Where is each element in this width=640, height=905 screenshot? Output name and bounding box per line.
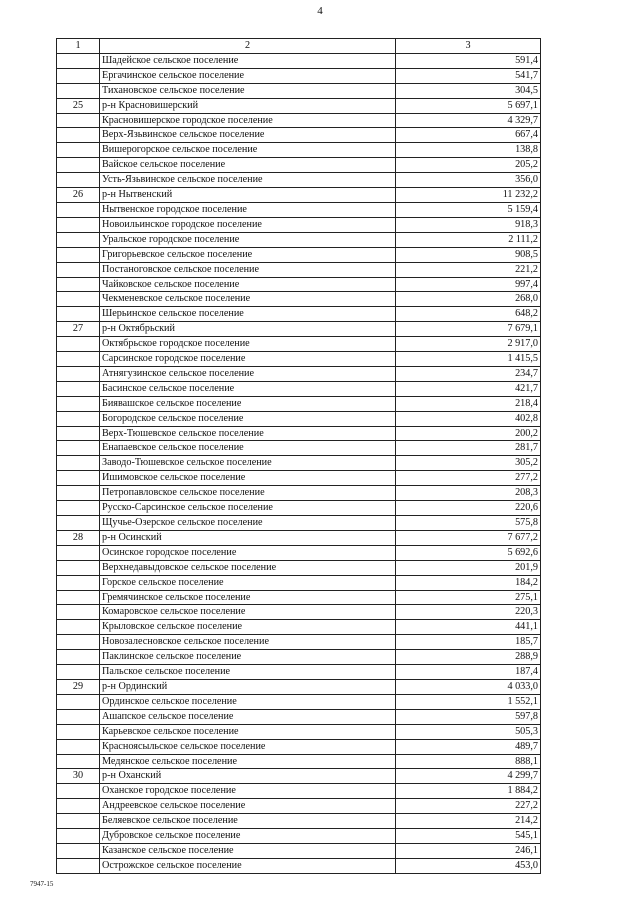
table-row	[57, 53, 541, 68]
row-number	[57, 232, 100, 247]
table-row	[57, 650, 541, 665]
row-number	[57, 650, 100, 665]
table-row	[57, 396, 541, 411]
page-number: 4	[317, 5, 323, 17]
row-name: р-н Октябрьский	[100, 322, 396, 337]
table-row	[57, 456, 541, 471]
row-value: 4 329,7	[396, 113, 541, 128]
row-number	[57, 694, 100, 709]
row-number: 28	[57, 530, 100, 545]
row-value: 918,3	[396, 217, 541, 232]
table-row	[57, 217, 541, 232]
table-row	[57, 620, 541, 635]
table-row	[57, 530, 541, 545]
row-number	[57, 307, 100, 322]
row-number	[57, 665, 100, 680]
row-name: Горское сельское поселение	[100, 575, 396, 590]
row-value: 305,2	[396, 456, 541, 471]
row-number	[57, 68, 100, 83]
table-row	[57, 516, 541, 531]
row-number	[57, 173, 100, 188]
row-number	[57, 501, 100, 516]
row-value: 1 552,1	[396, 694, 541, 709]
row-value: 489,7	[396, 739, 541, 754]
table-row	[57, 381, 541, 396]
row-number	[57, 784, 100, 799]
table-row	[57, 665, 541, 680]
row-name: Енапаевское сельское поселение	[100, 441, 396, 456]
table-row	[57, 843, 541, 858]
table-row	[57, 411, 541, 426]
row-name: Шерьинское сельское поселение	[100, 307, 396, 322]
row-name: Шадейское сельское поселение	[100, 53, 396, 68]
row-number	[57, 605, 100, 620]
row-value: 888,1	[396, 754, 541, 769]
table-row	[57, 799, 541, 814]
row-number	[57, 709, 100, 724]
row-name: Вишерогорское сельское поселение	[100, 143, 396, 158]
row-value: 505,3	[396, 724, 541, 739]
row-name: Паклинское сельское поселение	[100, 650, 396, 665]
table-row	[57, 352, 541, 367]
row-value: 184,2	[396, 575, 541, 590]
row-name: Тихановское сельское поселение	[100, 83, 396, 98]
table-row	[57, 173, 541, 188]
row-value: 220,6	[396, 501, 541, 516]
row-name: Богородское сельское поселение	[100, 411, 396, 426]
row-number	[57, 471, 100, 486]
row-name: Уральское городское поселение	[100, 232, 396, 247]
row-number	[57, 158, 100, 173]
row-value: 187,4	[396, 665, 541, 680]
row-name: Щучье-Озерское сельское поселение	[100, 516, 396, 531]
document-code: 7947-15	[30, 880, 54, 888]
row-value: 227,2	[396, 799, 541, 814]
row-number	[57, 396, 100, 411]
table-row	[57, 545, 541, 560]
row-value: 441,1	[396, 620, 541, 635]
row-value: 2 917,0	[396, 337, 541, 352]
table-row	[57, 68, 541, 83]
table-row	[57, 754, 541, 769]
row-number	[57, 590, 100, 605]
row-name: р-н Ординский	[100, 679, 396, 694]
table-body	[57, 53, 541, 873]
table-row	[57, 426, 541, 441]
row-name: Оханское городское поселение	[100, 784, 396, 799]
row-value: 667,4	[396, 128, 541, 143]
row-number	[57, 426, 100, 441]
table-row	[57, 322, 541, 337]
row-name: Атнягузинское сельское поселение	[100, 366, 396, 381]
table-row	[57, 679, 541, 694]
table-row	[57, 262, 541, 277]
row-number	[57, 202, 100, 217]
table-row	[57, 829, 541, 844]
row-value: 453,0	[396, 858, 541, 873]
row-name: Басинское сельское поселение	[100, 381, 396, 396]
row-name: Чекменевское сельское поселение	[100, 292, 396, 307]
row-value: 1 884,2	[396, 784, 541, 799]
row-value: 575,8	[396, 516, 541, 531]
row-name: Вайское сельское поселение	[100, 158, 396, 173]
row-value: 288,9	[396, 650, 541, 665]
row-name: Ашапское сельское поселение	[100, 709, 396, 724]
row-number	[57, 217, 100, 232]
row-name: р-н Осинский	[100, 530, 396, 545]
table-row	[57, 83, 541, 98]
row-name: Дубровское сельское поселение	[100, 829, 396, 844]
row-value: 11 232,2	[396, 188, 541, 203]
row-number	[57, 829, 100, 844]
table-row	[57, 575, 541, 590]
row-value: 4 299,7	[396, 769, 541, 784]
table-row	[57, 143, 541, 158]
row-value: 200,2	[396, 426, 541, 441]
row-value: 185,7	[396, 635, 541, 650]
row-name: Пальское сельское поселение	[100, 665, 396, 680]
row-value: 304,5	[396, 83, 541, 98]
row-value: 5 697,1	[396, 98, 541, 113]
row-name: Андреевское сельское поселение	[100, 799, 396, 814]
row-name: Комаровское сельское поселение	[100, 605, 396, 620]
table-row	[57, 858, 541, 873]
row-number	[57, 352, 100, 367]
row-name: Красноясыльское сельское поселение	[100, 739, 396, 754]
row-number	[57, 128, 100, 143]
row-value: 2 111,2	[396, 232, 541, 247]
table-row	[57, 635, 541, 650]
table-row	[57, 709, 541, 724]
row-number	[57, 545, 100, 560]
row-number	[57, 575, 100, 590]
table-header-row	[57, 39, 541, 54]
row-name: р-н Оханский	[100, 769, 396, 784]
table-row	[57, 188, 541, 203]
row-name: Ишимовское сельское поселение	[100, 471, 396, 486]
row-number	[57, 277, 100, 292]
row-name: Медянское сельское поселение	[100, 754, 396, 769]
row-number: 27	[57, 322, 100, 337]
table-row	[57, 694, 541, 709]
row-name: Чайковское сельское поселение	[100, 277, 396, 292]
row-value: 268,0	[396, 292, 541, 307]
row-value: 4 033,0	[396, 679, 541, 694]
row-name: Петропавловское сельское поселение	[100, 486, 396, 501]
row-number	[57, 858, 100, 873]
row-number	[57, 411, 100, 426]
row-number	[57, 620, 100, 635]
row-name: Крыловское сельское поселение	[100, 620, 396, 635]
row-name: Ергачинское сельское поселение	[100, 68, 396, 83]
row-value: 997,4	[396, 277, 541, 292]
row-value: 221,2	[396, 262, 541, 277]
row-value: 218,4	[396, 396, 541, 411]
row-number	[57, 814, 100, 829]
row-name: Биявашское сельское поселение	[100, 396, 396, 411]
row-name: р-н Нытвенский	[100, 188, 396, 203]
table-row	[57, 501, 541, 516]
row-value: 597,8	[396, 709, 541, 724]
table-row	[57, 814, 541, 829]
row-name: Нытвенское городское поселение	[100, 202, 396, 217]
table-row	[57, 605, 541, 620]
row-number	[57, 635, 100, 650]
table-row	[57, 560, 541, 575]
row-name: Григорьевское сельское поселение	[100, 247, 396, 262]
row-value: 246,1	[396, 843, 541, 858]
row-number: 29	[57, 679, 100, 694]
row-number	[57, 381, 100, 396]
row-value: 356,0	[396, 173, 541, 188]
row-number	[57, 441, 100, 456]
row-value: 208,3	[396, 486, 541, 501]
row-value: 402,8	[396, 411, 541, 426]
table-row	[57, 292, 541, 307]
row-number	[57, 739, 100, 754]
row-name: Русско-Сарсинское сельское поселение	[100, 501, 396, 516]
row-name: Верхнедавыдовское сельское поселение	[100, 560, 396, 575]
table-row	[57, 307, 541, 322]
row-name: Верх-Тюшевское сельское поселение	[100, 426, 396, 441]
row-value: 908,5	[396, 247, 541, 262]
row-number	[57, 337, 100, 352]
row-value: 5 159,4	[396, 202, 541, 217]
row-value: 7 679,1	[396, 322, 541, 337]
row-number	[57, 754, 100, 769]
row-name: Новозалесновское сельское поселение	[100, 635, 396, 650]
table-row	[57, 337, 541, 352]
column-header-2: 2	[100, 39, 396, 54]
row-number	[57, 486, 100, 501]
row-name: Верх-Язьвинское сельское поселение	[100, 128, 396, 143]
table-row	[57, 784, 541, 799]
row-value: 205,2	[396, 158, 541, 173]
table-row	[57, 128, 541, 143]
table-row	[57, 724, 541, 739]
table-row	[57, 247, 541, 262]
row-name: Октябрьское городское поселение	[100, 337, 396, 352]
budget-table	[56, 38, 541, 874]
row-name: Осинское городское поселение	[100, 545, 396, 560]
row-value: 541,7	[396, 68, 541, 83]
row-name: Постаноговское сельское поселение	[100, 262, 396, 277]
row-name: Гремячинское сельское поселение	[100, 590, 396, 605]
row-name: Карьевское сельское поселение	[100, 724, 396, 739]
row-value: 220,3	[396, 605, 541, 620]
row-value: 234,7	[396, 366, 541, 381]
row-value: 275,1	[396, 590, 541, 605]
column-header-3: 3	[396, 39, 541, 54]
row-number	[57, 53, 100, 68]
row-name: Сарсинское городское поселение	[100, 352, 396, 367]
row-number	[57, 247, 100, 262]
row-number	[57, 83, 100, 98]
row-number	[57, 843, 100, 858]
row-value: 1 415,5	[396, 352, 541, 367]
row-number	[57, 143, 100, 158]
table-row	[57, 769, 541, 784]
row-number	[57, 113, 100, 128]
row-name: Ординское сельское поселение	[100, 694, 396, 709]
table-row	[57, 277, 541, 292]
row-value: 138,8	[396, 143, 541, 158]
table-row	[57, 113, 541, 128]
column-header-1: 1	[57, 39, 100, 54]
table-row	[57, 471, 541, 486]
row-value: 421,7	[396, 381, 541, 396]
row-number	[57, 262, 100, 277]
row-name: Красновишерское городское поселение	[100, 113, 396, 128]
row-value: 545,1	[396, 829, 541, 844]
table-row	[57, 366, 541, 381]
table-row	[57, 441, 541, 456]
table-row	[57, 739, 541, 754]
row-number	[57, 724, 100, 739]
row-number	[57, 292, 100, 307]
row-name: Беляевское сельское поселение	[100, 814, 396, 829]
row-number: 25	[57, 98, 100, 113]
table-row	[57, 486, 541, 501]
row-value: 201,9	[396, 560, 541, 575]
row-number	[57, 799, 100, 814]
row-value: 281,7	[396, 441, 541, 456]
row-value: 648,2	[396, 307, 541, 322]
row-name: Острожское сельское поселение	[100, 858, 396, 873]
row-value: 7 677,2	[396, 530, 541, 545]
row-value: 591,4	[396, 53, 541, 68]
row-number	[57, 456, 100, 471]
row-name: р-н Красновишерский	[100, 98, 396, 113]
table-row	[57, 590, 541, 605]
row-number	[57, 560, 100, 575]
row-value: 277,2	[396, 471, 541, 486]
table-row	[57, 158, 541, 173]
row-number: 26	[57, 188, 100, 203]
row-name: Новоильинское городское поселение	[100, 217, 396, 232]
row-number: 30	[57, 769, 100, 784]
row-name: Заводо-Тюшевское сельское поселение	[100, 456, 396, 471]
row-number	[57, 366, 100, 381]
row-name: Казанское сельское поселение	[100, 843, 396, 858]
table-row	[57, 98, 541, 113]
table-row	[57, 202, 541, 217]
row-name: Усть-Язьвинское сельское поселение	[100, 173, 396, 188]
row-value: 5 692,6	[396, 545, 541, 560]
row-value: 214,2	[396, 814, 541, 829]
row-number	[57, 516, 100, 531]
table-row	[57, 232, 541, 247]
